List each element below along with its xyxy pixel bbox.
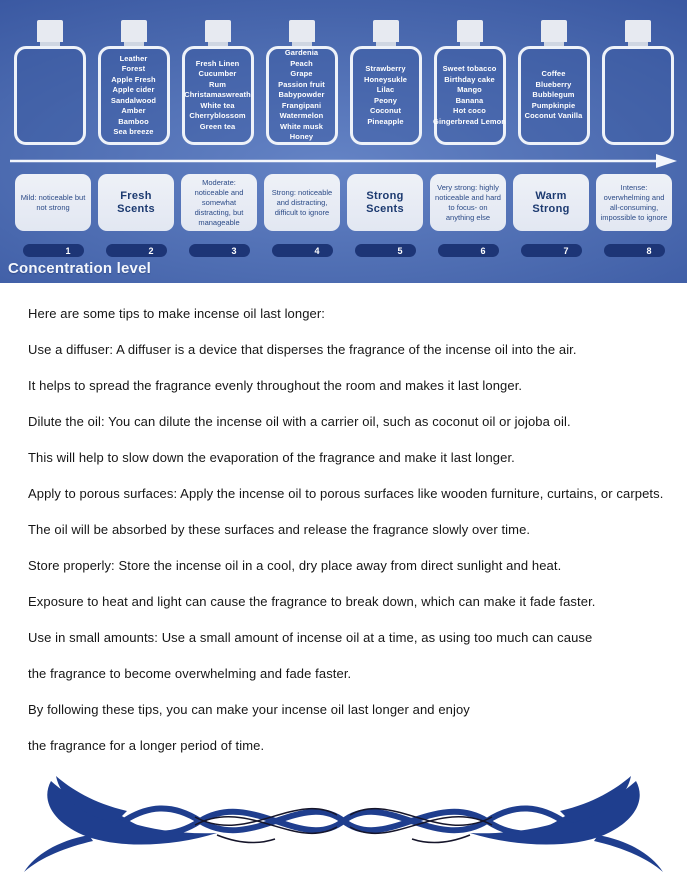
- scent-name: Rum: [209, 79, 226, 89]
- tip-line: It helps to spread the fragrance evenly throughout the room and makes it last longer.: [28, 378, 523, 393]
- scent-name: Frangipani: [281, 100, 322, 110]
- scent-name: Watermelon: [279, 111, 324, 121]
- level-description: Strong: noticeable and distracting, difficult to ignore: [271, 187, 333, 217]
- scent-name: Apple cider: [112, 85, 155, 94]
- bottle-body: [182, 46, 254, 145]
- bottle-body: [266, 46, 338, 145]
- level-number-pill: 7: [521, 244, 582, 257]
- level-number-pill: 6: [438, 244, 499, 257]
- timeline-arrow: [0, 153, 687, 169]
- scent-name: Sandalwood: [110, 95, 157, 105]
- bottle-body: [14, 46, 86, 145]
- level-number-pill: 8: [604, 244, 665, 257]
- tribal-divider-ornament: [0, 773, 687, 877]
- arrowhead-icon: [656, 154, 677, 168]
- scent-bottle: [266, 20, 338, 145]
- level-box: [430, 174, 506, 231]
- level-box: [15, 174, 91, 231]
- scent-name: Birthday cake: [444, 74, 495, 84]
- scent-name: Mango: [457, 85, 482, 94]
- scent-name: Gingerbread Lemon: [433, 116, 506, 126]
- tip-line: Use in small amounts: Use a small amount of incense oil at a time, as using too much can cause: [28, 630, 593, 645]
- bottle-body: [98, 46, 170, 145]
- scent-name: Forest: [121, 64, 146, 73]
- tip-line: the fragrance to become overwhelming and fade faster.: [28, 666, 352, 681]
- tip-line: Dilute the oil: You can dilute the incense oil with a carrier oil, such as coconut oil or jojoba oil.: [28, 414, 571, 429]
- scent-name: Sweet tobacco: [442, 64, 497, 73]
- level-description: Fresh Scents: [117, 189, 155, 215]
- tips-text-block: [0, 283, 687, 754]
- bottle-cap-icon: [541, 20, 567, 42]
- level-number-pill: 4: [272, 244, 333, 257]
- scent-name: Coconut Vanilla: [524, 111, 583, 121]
- bottle-body: [602, 46, 674, 145]
- bottle-cap-icon: [37, 20, 63, 42]
- level-description: Intense: overwhelming and all-consuming, impossible to ignore: [600, 182, 668, 222]
- scent-bottle: [14, 20, 86, 145]
- bottles-row: [0, 0, 687, 145]
- scent-bottle: [350, 20, 422, 145]
- level-box: [98, 174, 174, 231]
- scent-name: Christamaswreath: [184, 90, 251, 100]
- scent-name: Fresh Linen: [195, 58, 240, 68]
- level-numbers-row: [0, 244, 687, 257]
- scent-name: Pineapple: [367, 116, 404, 126]
- tip-line: Store properly: Store the incense oil in a cool, dry place away from direct sunlight and heat.: [28, 558, 562, 573]
- scent-name: Pumpkinpie: [531, 100, 576, 110]
- scent-name: Cucumber: [198, 69, 237, 79]
- scent-name: Gardenia: [284, 48, 319, 58]
- scent-name: Peach: [290, 58, 313, 68]
- tip-line: Apply to porous surfaces: Apply the incense oil to porous surfaces like wooden furniture, curtains, or carpets.: [28, 486, 664, 501]
- scent-bottle: [602, 20, 674, 145]
- bottle-cap-icon: [121, 20, 147, 42]
- tip-line: This will help to slow down the evaporation of the fragrance and make it last longer.: [28, 450, 515, 465]
- scent-name: Grape: [290, 69, 313, 79]
- level-box: [264, 174, 340, 231]
- scent-name: White tea: [200, 100, 235, 110]
- scent-name: Banana: [455, 95, 484, 105]
- scent-name: Apple Fresh: [111, 74, 156, 84]
- level-description: Very strong: highly noticeable and hard to focus- on anything else: [435, 182, 501, 222]
- bottle-body: [518, 46, 590, 145]
- scent-bottle: [518, 20, 590, 145]
- scent-name: Babypowder: [278, 90, 325, 100]
- level-box: [181, 174, 257, 231]
- scent-name: Honeysukle: [363, 74, 408, 84]
- level-number-pill: 2: [106, 244, 167, 257]
- scent-name: Amber: [121, 106, 146, 115]
- scent-name: White musk: [279, 121, 324, 131]
- scent-bottle: [182, 20, 254, 145]
- scent-name: Coconut: [369, 106, 402, 115]
- scent-bottle: [434, 20, 506, 145]
- tip-line: the fragrance for a longer period of time.: [28, 738, 265, 753]
- axis-label: Concentration level: [8, 260, 151, 277]
- bottle-cap-icon: [373, 20, 399, 42]
- scent-name: Green tea: [199, 121, 236, 131]
- scent-name: Cherryblossom: [189, 111, 246, 121]
- scent-name: Sea breeze: [113, 127, 154, 136]
- scent-name: Passion fruit: [278, 79, 325, 89]
- tip-line: Here are some tips to make incense oil last longer:: [28, 306, 326, 321]
- tip-line: By following these tips, you can make your incense oil last longer and enjoy: [28, 702, 470, 717]
- tip-line: Use a diffuser: A diffuser is a device that disperses the fragrance of the incense oil into the air.: [28, 342, 577, 357]
- tip-line: Exposure to heat and light can cause the fragrance to break down, which can make it fade faster.: [28, 594, 596, 609]
- bottle-cap-icon: [205, 20, 231, 42]
- levels-row: [0, 174, 687, 231]
- scent-name: Blueberry: [535, 79, 572, 89]
- bottle-cap-icon: [289, 20, 315, 42]
- scent-name: Bamboo: [118, 116, 149, 126]
- level-description: Warm Strong: [532, 189, 570, 215]
- bottle-cap-icon: [625, 20, 651, 42]
- level-box: [596, 174, 672, 231]
- bottle-body: [350, 46, 422, 145]
- scent-bottle: [98, 20, 170, 145]
- level-box: [513, 174, 589, 231]
- level-description: Mild: noticeable but not strong: [20, 192, 86, 212]
- scent-name: Leather: [119, 53, 148, 63]
- scent-name: Peony: [373, 95, 397, 105]
- scent-name: Bubblegum: [532, 90, 575, 100]
- bottle-body: [434, 46, 506, 145]
- level-description: Moderate: noticeable and somewhat distracting, but manageable: [194, 177, 244, 227]
- scent-name: Coffee: [541, 69, 566, 79]
- scent-concentration-infographic: [0, 0, 687, 283]
- tip-line: The oil will be absorbed by these surfaces and release the fragrance slowly over time.: [28, 522, 531, 537]
- scent-name: Lilac: [376, 85, 395, 94]
- level-number-pill: 5: [355, 244, 416, 257]
- level-description: Strong Scents: [366, 189, 404, 215]
- level-number-pill: 1: [23, 244, 84, 257]
- level-box: [347, 174, 423, 231]
- scent-name: Hot coco: [453, 106, 486, 115]
- level-number-pill: 3: [189, 244, 250, 257]
- bottle-cap-icon: [457, 20, 483, 42]
- scent-name: Honey: [289, 132, 314, 142]
- scent-name: Strawberry: [365, 64, 406, 73]
